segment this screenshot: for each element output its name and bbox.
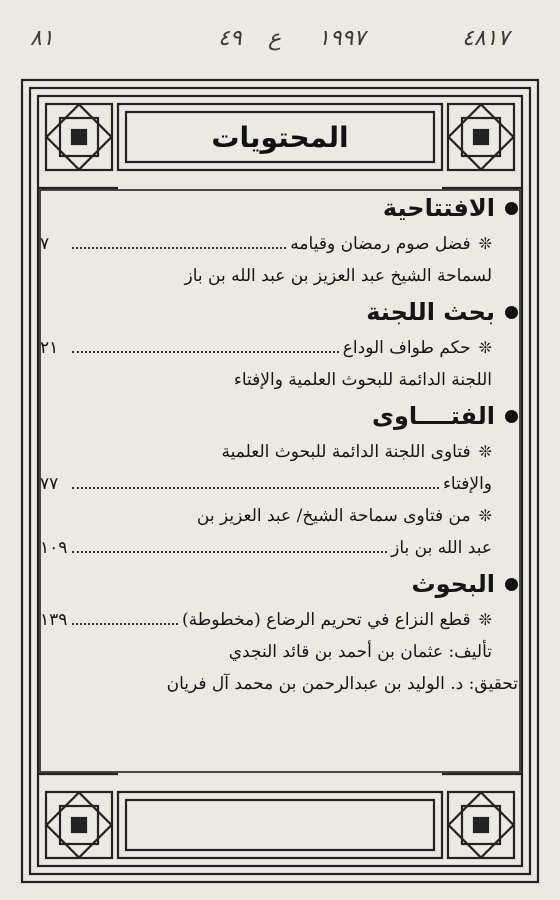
toc-section-fatwas [40,396,518,564]
section-heading-text: البحوث [411,570,495,598]
dot-leader [72,615,178,625]
asterisk-icon: ❊ [478,442,492,461]
handwritten-page-number: ٨١ [30,26,54,51]
entry-title-continued: عبد الله بن باز [391,538,492,558]
corner-knot-top-left [46,104,112,170]
corner-knot-bottom-left [46,792,112,858]
toc-section-research [40,564,518,700]
asterisk-icon: ❊ [478,234,492,253]
page-title-box [134,112,426,162]
toc-entry[interactable] [40,436,518,468]
dot-leader [72,343,339,353]
entry-editor [40,668,518,700]
handwritten-issue-number: ٤٩ [218,26,242,51]
entry-editor-text: تحقيق: د. الوليد بن عبدالرحمن بن محمد آل فريان [166,674,518,694]
asterisk-icon: ❊ [478,610,492,629]
corner-knot-top-right [448,104,514,170]
handwritten-year: ١٩٩٧ [318,26,366,51]
bullet-icon [505,578,518,591]
section-heading-text: بحث اللجنة [366,298,495,326]
entry-author [40,636,518,668]
toc-entry[interactable] [40,228,518,260]
section-heading-text: الافتتاحية [382,194,495,222]
dot-leader [72,543,387,553]
toc-entry[interactable] [40,604,518,636]
toc-entry-continuation[interactable] [40,468,518,500]
entry-page-number: ٧٧ [40,474,59,494]
handwritten-code: ٤٨١٧ [462,26,510,51]
bullet-icon [505,306,518,319]
entry-author-text: اللجنة الدائمة للبحوث العلمية والإفتاء [233,370,492,390]
bullet-icon [505,202,518,215]
entry-author [40,364,518,396]
page-title: المحتويات [211,120,349,154]
entry-author [40,260,518,292]
entry-title-continued: والإفتاء [442,474,492,494]
entry-title: فتاوى اللجنة الدائمة للبحوث العلمية [221,442,471,462]
table-of-contents [40,188,518,700]
bottom-cartouche-outer [118,792,442,858]
entry-page-number: ٢١ [40,338,59,358]
asterisk-icon: ❊ [478,338,492,357]
entry-author-text: تأليف: عثمان بن أحمد بن قائد النجدي [228,642,492,662]
handwritten-letter: ع [268,26,282,51]
dot-leader [72,239,286,249]
toc-entry[interactable] [40,500,518,532]
entry-title: من فتاوى سماحة الشيخ/ عبد العزيز بن [196,506,471,526]
entry-page-number: ١٠٩ [40,538,68,558]
bullet-icon [505,410,518,423]
toc-entry-continuation[interactable] [40,532,518,564]
entry-title: حكم طواف الوداع [342,338,471,358]
entry-page-number: ١٣٩ [40,610,68,630]
entry-title: فضل صوم رمضان وقيامه [290,234,471,254]
section-heading [40,292,518,332]
section-heading [40,564,518,604]
section-heading [40,396,518,436]
dot-leader [72,479,439,489]
section-heading [40,188,518,228]
entry-author-text: لسماحة الشيخ عبد العزيز بن عبد الله بن باز [184,266,492,286]
section-heading-text: الفتــــاوى [371,402,495,430]
toc-section-opening [40,188,518,292]
toc-entry[interactable] [40,332,518,364]
corner-knot-bottom-right [448,792,514,858]
toc-section-committee-research [40,292,518,396]
entry-title: قطع النزاع في تحريم الرضاع (مخطوطة) [181,610,471,630]
entry-page-number: ٧ [40,234,50,254]
asterisk-icon: ❊ [478,506,492,525]
